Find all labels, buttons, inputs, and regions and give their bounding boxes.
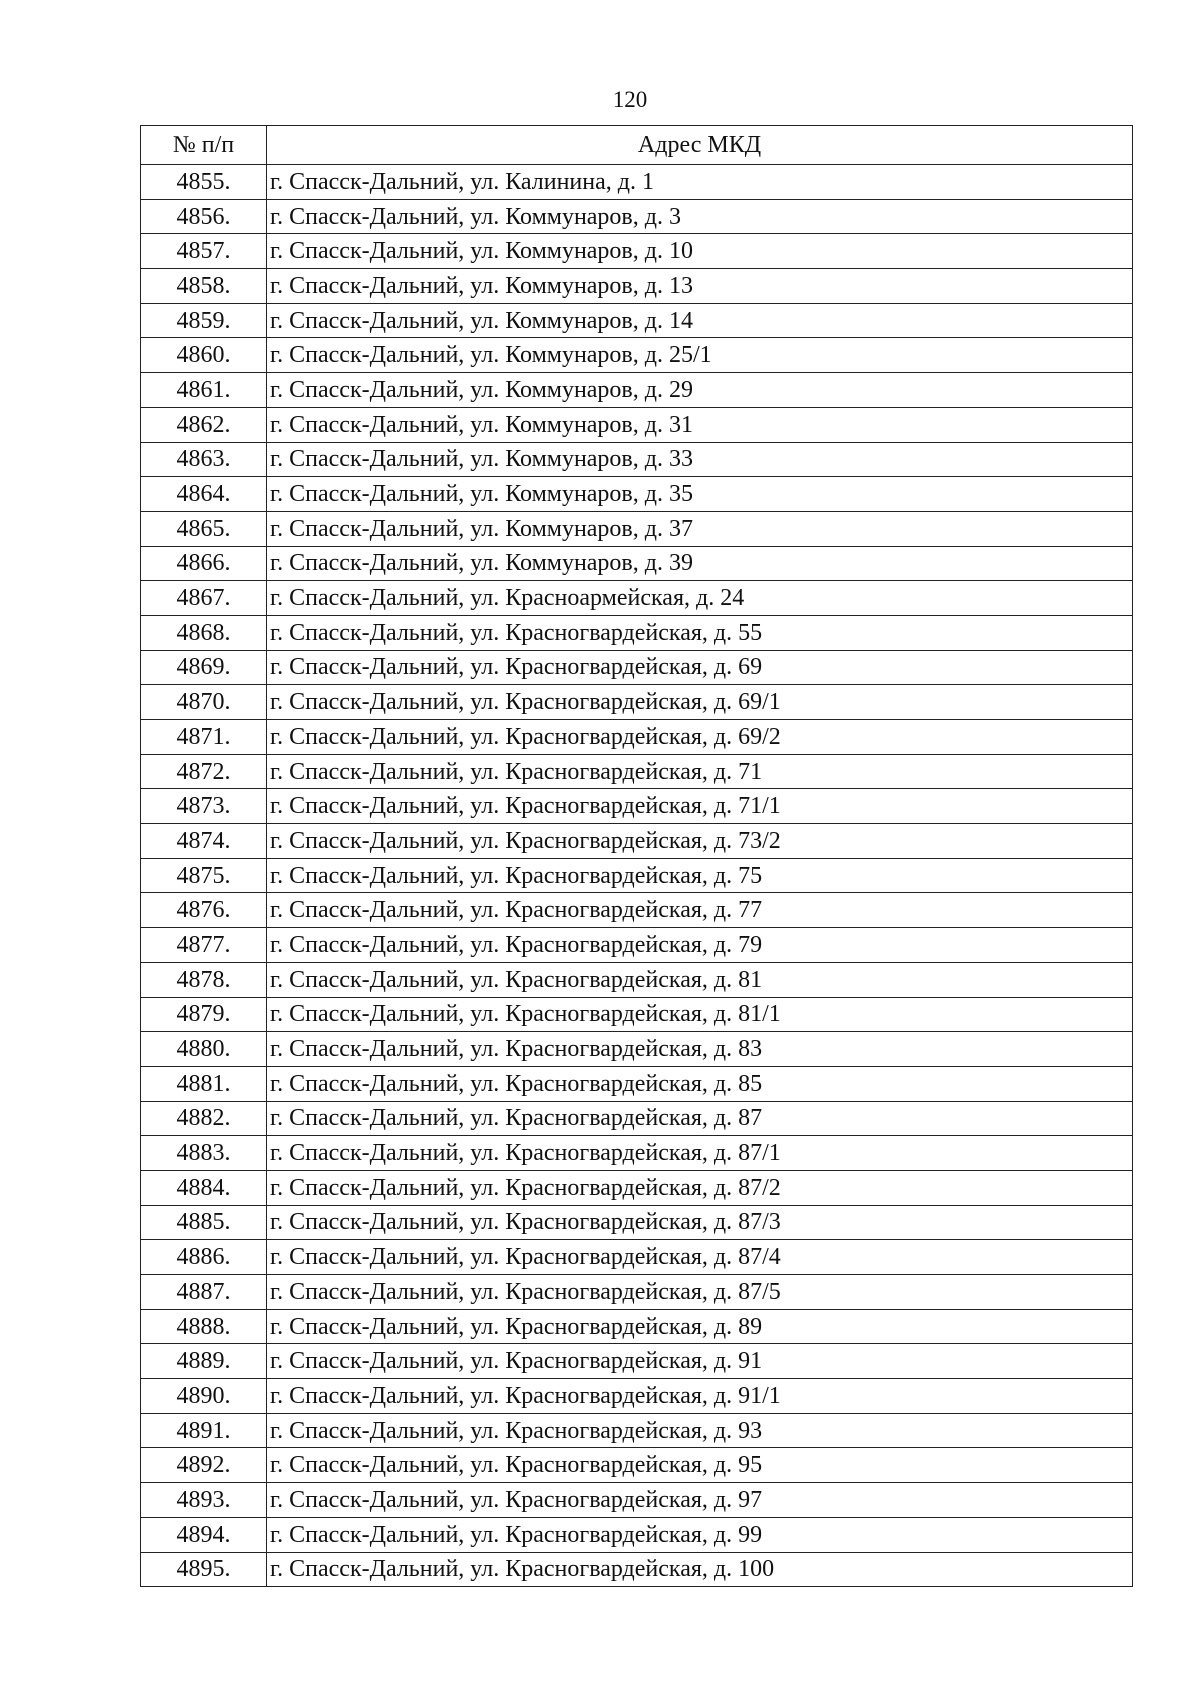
row-number: 4862. <box>141 407 267 442</box>
table-row <box>141 1136 1133 1171</box>
row-address: г. Спасск-Дальний, ул. Красногвардейская, д. 73/2 <box>267 824 1133 859</box>
row-address: г. Спасск-Дальний, ул. Красногвардейская, д. 81 <box>267 962 1133 997</box>
row-address: г. Спасск-Дальний, ул. Красногвардейская, д. 95 <box>267 1448 1133 1483</box>
row-number: 4863. <box>141 442 267 477</box>
table-row <box>141 1240 1133 1275</box>
row-address: г. Спасск-Дальний, ул. Красногвардейская, д. 100 <box>267 1552 1133 1587</box>
row-number: 4878. <box>141 962 267 997</box>
row-number: 4857. <box>141 234 267 269</box>
row-number: 4858. <box>141 269 267 304</box>
table-row <box>141 789 1133 824</box>
row-address: г. Спасск-Дальний, ул. Коммунаров, д. 3 <box>267 199 1133 234</box>
table-row <box>141 754 1133 789</box>
row-address: г. Спасск-Дальний, ул. Красногвардейская, д. 71/1 <box>267 789 1133 824</box>
row-number: 4889. <box>141 1344 267 1379</box>
row-address: г. Спасск-Дальний, ул. Красногвардейская, д. 79 <box>267 928 1133 963</box>
row-address: г. Спасск-Дальний, ул. Коммунаров, д. 14 <box>267 303 1133 338</box>
table-header-row <box>141 126 1133 165</box>
table-row <box>141 442 1133 477</box>
table-row <box>141 1275 1133 1310</box>
row-address: г. Спасск-Дальний, ул. Красногвардейская, д. 87 <box>267 1101 1133 1136</box>
table-row <box>141 858 1133 893</box>
row-address: г. Спасск-Дальний, ул. Коммунаров, д. 29 <box>267 373 1133 408</box>
mkd-address-table <box>140 125 1133 1587</box>
row-number: 4855. <box>141 165 267 200</box>
table-row <box>141 1309 1133 1344</box>
column-header-address: Адрес МКД <box>267 126 1133 165</box>
row-address: г. Спасск-Дальний, ул. Красногвардейская, д. 87/1 <box>267 1136 1133 1171</box>
table-row <box>141 962 1133 997</box>
row-number: 4885. <box>141 1205 267 1240</box>
row-number: 4887. <box>141 1275 267 1310</box>
table-row <box>141 824 1133 859</box>
table-row <box>141 269 1133 304</box>
row-number: 4856. <box>141 199 267 234</box>
row-number: 4883. <box>141 1136 267 1171</box>
table-row <box>141 373 1133 408</box>
row-address: г. Спасск-Дальний, ул. Красногвардейская, д. 97 <box>267 1483 1133 1518</box>
row-number: 4894. <box>141 1517 267 1552</box>
table-row <box>141 1205 1133 1240</box>
row-number: 4875. <box>141 858 267 893</box>
row-address: г. Спасск-Дальний, ул. Красногвардейская, д. 93 <box>267 1413 1133 1448</box>
row-number: 4873. <box>141 789 267 824</box>
row-number: 4874. <box>141 824 267 859</box>
row-address: г. Спасск-Дальний, ул. Коммунаров, д. 25/1 <box>267 338 1133 373</box>
table-row <box>141 1344 1133 1379</box>
table-row <box>141 338 1133 373</box>
table-body <box>141 165 1133 1587</box>
row-number: 4886. <box>141 1240 267 1275</box>
row-address: г. Спасск-Дальний, ул. Коммунаров, д. 13 <box>267 269 1133 304</box>
row-address: г. Спасск-Дальний, ул. Красногвардейская, д. 89 <box>267 1309 1133 1344</box>
table-row <box>141 1413 1133 1448</box>
row-address: г. Спасск-Дальний, ул. Красногвардейская, д. 75 <box>267 858 1133 893</box>
row-address: г. Спасск-Дальний, ул. Красногвардейская, д. 71 <box>267 754 1133 789</box>
row-address: г. Спасск-Дальний, ул. Красногвардейская, д. 87/2 <box>267 1170 1133 1205</box>
table-row <box>141 1483 1133 1518</box>
row-address: г. Спасск-Дальний, ул. Красногвардейская, д. 87/4 <box>267 1240 1133 1275</box>
row-address: г. Спасск-Дальний, ул. Красногвардейская, д. 69/2 <box>267 720 1133 755</box>
table-row <box>141 1517 1133 1552</box>
row-address: г. Спасск-Дальний, ул. Красногвардейская, д. 83 <box>267 1032 1133 1067</box>
row-number: 4876. <box>141 893 267 928</box>
table-row <box>141 1379 1133 1414</box>
row-number: 4888. <box>141 1309 267 1344</box>
table-row <box>141 615 1133 650</box>
row-address: г. Спасск-Дальний, ул. Коммунаров, д. 33 <box>267 442 1133 477</box>
table-row <box>141 407 1133 442</box>
row-address: г. Спасск-Дальний, ул. Красноармейская, д. 24 <box>267 581 1133 616</box>
row-address: г. Спасск-Дальний, ул. Красногвардейская, д. 69 <box>267 650 1133 685</box>
table-row <box>141 1170 1133 1205</box>
table-row <box>141 303 1133 338</box>
row-address: г. Спасск-Дальний, ул. Коммунаров, д. 37 <box>267 511 1133 546</box>
row-address: г. Спасск-Дальний, ул. Коммунаров, д. 31 <box>267 407 1133 442</box>
row-number: 4884. <box>141 1170 267 1205</box>
row-address: г. Спасск-Дальний, ул. Красногвардейская, д. 77 <box>267 893 1133 928</box>
table-row <box>141 1066 1133 1101</box>
row-number: 4879. <box>141 997 267 1032</box>
table-row <box>141 685 1133 720</box>
column-header-number: № п/п <box>141 126 267 165</box>
row-address: г. Спасск-Дальний, ул. Коммунаров, д. 10 <box>267 234 1133 269</box>
row-address: г. Спасск-Дальний, ул. Красногвардейская, д. 85 <box>267 1066 1133 1101</box>
row-address: г. Спасск-Дальний, ул. Калинина, д. 1 <box>267 165 1133 200</box>
table-row <box>141 1101 1133 1136</box>
table-row <box>141 1032 1133 1067</box>
row-address: г. Спасск-Дальний, ул. Красногвардейская, д. 87/3 <box>267 1205 1133 1240</box>
row-address: г. Спасск-Дальний, ул. Красногвардейская, д. 91/1 <box>267 1379 1133 1414</box>
row-number: 4895. <box>141 1552 267 1587</box>
table-row <box>141 199 1133 234</box>
table-row <box>141 997 1133 1032</box>
table-row <box>141 650 1133 685</box>
table-row <box>141 511 1133 546</box>
row-address: г. Спасск-Дальний, ул. Красногвардейская, д. 81/1 <box>267 997 1133 1032</box>
row-address: г. Спасск-Дальний, ул. Коммунаров, д. 39 <box>267 546 1133 581</box>
table-row <box>141 581 1133 616</box>
row-number: 4865. <box>141 511 267 546</box>
row-number: 4881. <box>141 1066 267 1101</box>
row-number: 4882. <box>141 1101 267 1136</box>
row-number: 4893. <box>141 1483 267 1518</box>
row-address: г. Спасск-Дальний, ул. Красногвардейская, д. 99 <box>267 1517 1133 1552</box>
row-address: г. Спасск-Дальний, ул. Красногвардейская, д. 69/1 <box>267 685 1133 720</box>
table-row <box>141 477 1133 512</box>
row-number: 4871. <box>141 720 267 755</box>
row-address: г. Спасск-Дальний, ул. Красногвардейская, д. 91 <box>267 1344 1133 1379</box>
row-number: 4890. <box>141 1379 267 1414</box>
row-number: 4872. <box>141 754 267 789</box>
table-row <box>141 165 1133 200</box>
table-row <box>141 1448 1133 1483</box>
table-row <box>141 234 1133 269</box>
row-address: г. Спасск-Дальний, ул. Красногвардейская, д. 55 <box>267 615 1133 650</box>
table-row <box>141 928 1133 963</box>
row-number: 4891. <box>141 1413 267 1448</box>
row-number: 4859. <box>141 303 267 338</box>
row-number: 4866. <box>141 546 267 581</box>
table-row <box>141 720 1133 755</box>
table-row <box>141 893 1133 928</box>
row-number: 4870. <box>141 685 267 720</box>
row-address: г. Спасск-Дальний, ул. Красногвардейская, д. 87/5 <box>267 1275 1133 1310</box>
page-number: 120 <box>612 87 648 112</box>
row-number: 4864. <box>141 477 267 512</box>
table-row <box>141 546 1133 581</box>
row-number: 4880. <box>141 1032 267 1067</box>
row-number: 4892. <box>141 1448 267 1483</box>
row-number: 4868. <box>141 615 267 650</box>
row-address: г. Спасск-Дальний, ул. Коммунаров, д. 35 <box>267 477 1133 512</box>
row-number: 4867. <box>141 581 267 616</box>
row-number: 4877. <box>141 928 267 963</box>
table-row <box>141 1552 1133 1587</box>
row-number: 4869. <box>141 650 267 685</box>
row-number: 4861. <box>141 373 267 408</box>
row-number: 4860. <box>141 338 267 373</box>
